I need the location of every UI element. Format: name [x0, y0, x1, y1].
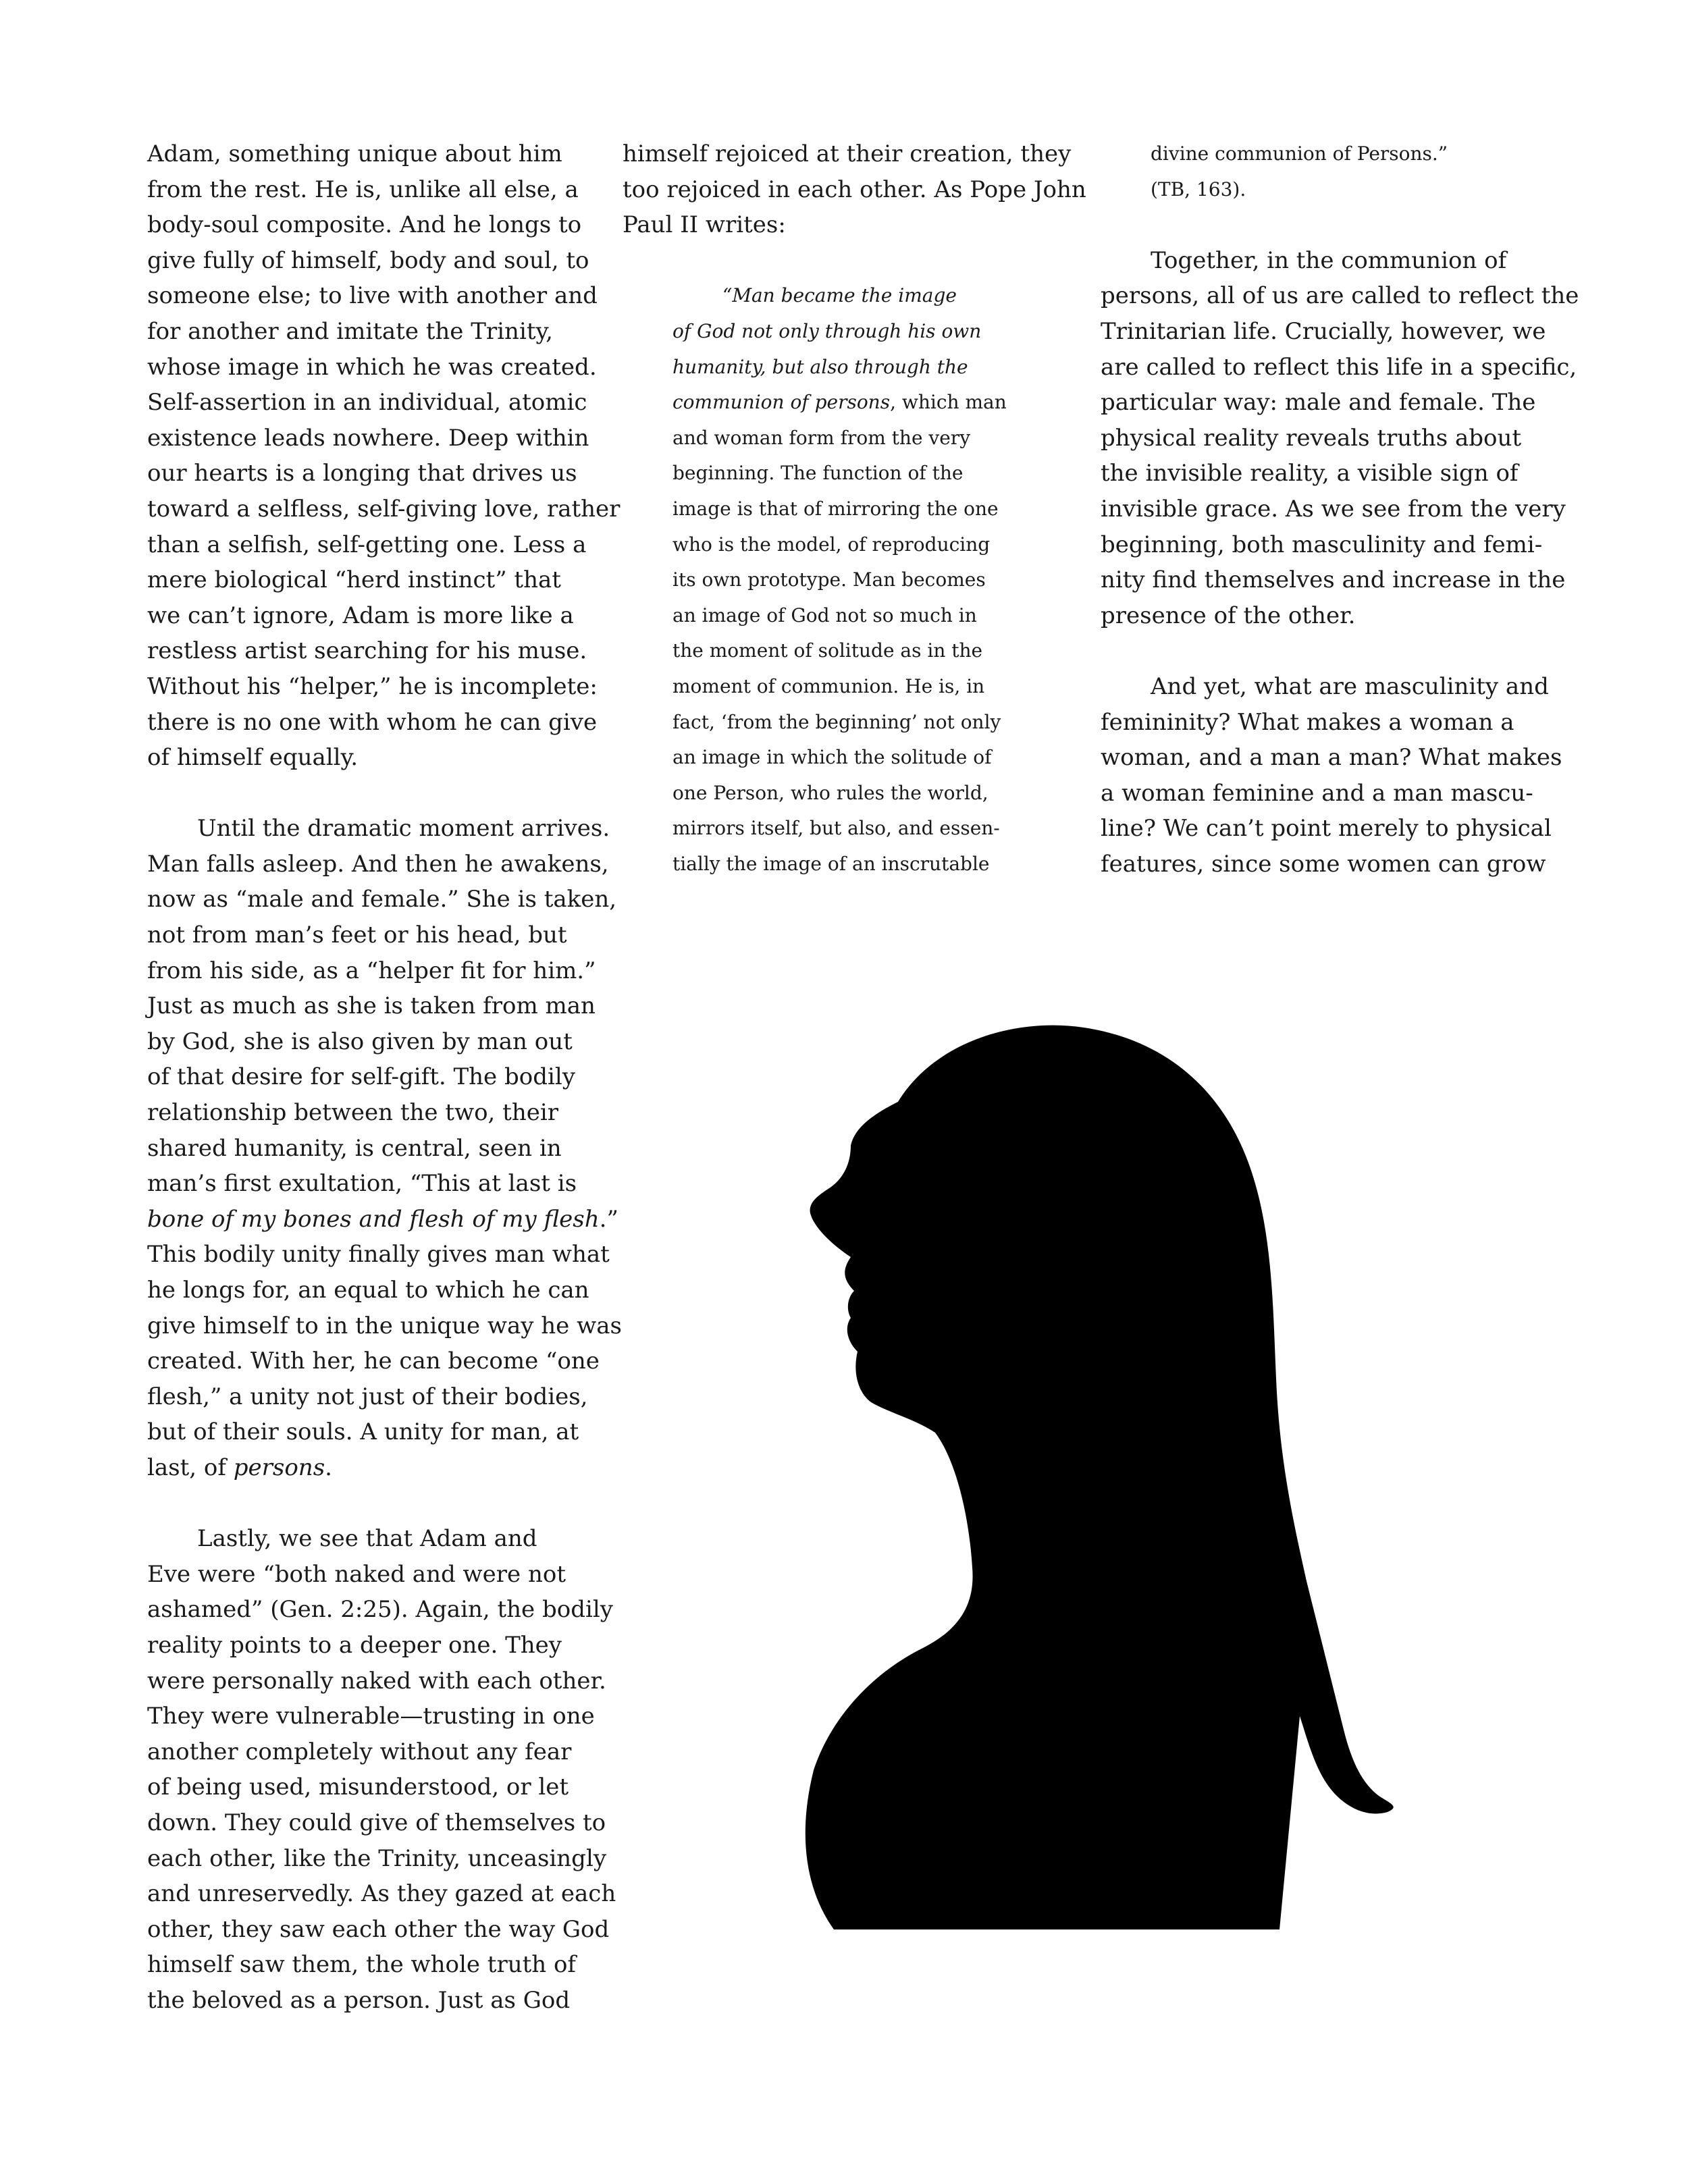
paragraph [147, 811, 617, 1202]
text-line: persons, all of us are called to reflect the [1101, 282, 1579, 310]
text-line: from his side, as a “helper fit for him.” [147, 957, 596, 984]
text-line: were personally naked with each other. [147, 1667, 606, 1695]
text-line: femininity? What makes a woman a [1101, 708, 1514, 736]
text-line: our hearts is a longing that drives us [147, 460, 577, 487]
text-line: he longs for, an equal to which he can [147, 1277, 589, 1304]
text-line: the invisible reality, a visible sign of [1101, 460, 1519, 487]
text-line: the moment of solitude as in the [672, 639, 983, 662]
text-line: an image of God not so much in [672, 604, 977, 627]
text-line: divine communion of Persons.” [1151, 142, 1448, 165]
paragraph [1101, 669, 1566, 882]
text-line: Together, in the communion of [1151, 246, 1507, 274]
text-line: other, they saw each other the way God [147, 1915, 610, 1943]
text-line: They were vulnerable—trusting in one [147, 1703, 595, 1730]
text-line: shared humanity, is central, seen in [147, 1134, 562, 1162]
text-line: Just as much as she is taken from man [147, 992, 596, 1020]
text-line: relationship between the two, their [147, 1099, 558, 1127]
text-line: Trinitarian life. Crucially, however, we [1101, 317, 1546, 345]
text-line: body-soul composite. And he longs to [147, 211, 582, 239]
text-line: the beloved as a person. Just as God [147, 1986, 571, 2014]
text-line: Adam, something unique about him [147, 140, 562, 167]
text-line: nity find themselves and increase in the [1101, 566, 1566, 594]
text-line: Until the dramatic moment arrives. [197, 815, 610, 843]
text-line: a woman feminine and a man mascu- [1101, 779, 1533, 807]
text-line: flesh,” a unity not just of their bodies, [147, 1383, 588, 1410]
text-line: beginning. The function of the [672, 462, 964, 485]
text-column-2 [623, 136, 1095, 882]
text-column-1 [147, 136, 622, 2018]
text-line: himself saw them, the whole truth of [147, 1951, 577, 1979]
text-line: line? We can’t point merely to physical [1101, 815, 1552, 843]
text-line: Man falls asleep. And then he awakens, [147, 850, 609, 878]
text-line: And yet, what are masculinity and [1151, 672, 1549, 700]
text-line: Self-assertion in an individual, atomic [147, 389, 587, 417]
paragraph [1101, 243, 1579, 634]
text-line: invisible grace. As we see from the very [1101, 495, 1566, 523]
paragraph [147, 1237, 622, 1450]
text-line: particular way: male and female. The [1101, 389, 1536, 417]
text-line: features, since some women can grow [1101, 850, 1546, 878]
text-line: physical reality reveals truths about [1101, 424, 1522, 452]
text-line: “Man became the image [722, 284, 957, 307]
text-line: moment of communion. He is, in [672, 674, 985, 697]
text-line: beginning, both masculinity and femi- [1101, 531, 1543, 558]
text-line: restless artist searching for his muse. [147, 637, 587, 665]
paragraph [623, 136, 1095, 243]
text-line: for another and imitate the Trinity, [147, 317, 553, 345]
text-line: mirrors itself, but also, and essen- [672, 817, 1000, 840]
text-line: presence of the other. [1101, 602, 1356, 629]
text-line: of himself equally. [147, 744, 359, 772]
woman-silhouette-icon [733, 987, 1423, 1929]
text-line: and unreservedly. As they gazed at each [147, 1880, 616, 1908]
text-line: we can’t ignore, Adam is more like a [147, 602, 574, 629]
text-line: each other, like the Trinity, unceasingly [147, 1844, 607, 1872]
block-quote-tail [1101, 136, 1566, 207]
text-line: someone else; to live with another and [147, 282, 598, 310]
text-line: are called to reflect this life in a specific, [1101, 353, 1577, 381]
text-line: toward a selfless, self-giving love, rather [147, 495, 621, 523]
paragraph [147, 1521, 616, 2018]
text-line: This bodily unity finally gives man what [147, 1241, 610, 1269]
text-line: than a selfish, self-getting one. Less a [147, 531, 587, 558]
text-line: himself rejoiced at their creation, they [623, 140, 1072, 167]
text-line: of that desire for self-gift. The bodily [147, 1063, 575, 1091]
text-line: give himself to in the unique way he was [147, 1312, 622, 1339]
text-line: give fully of himself, body and soul, to [147, 246, 589, 274]
text-line: Without his “helper,” he is incomplete: [147, 672, 598, 700]
text-line: last, of persons. [147, 1454, 332, 1481]
text-line: bone of my bones and flesh of my flesh.” [147, 1205, 618, 1233]
text-line: of being used, misunderstood, or let [147, 1774, 569, 1801]
text-line: ashamed” (Gen. 2:25). Again, the bodily [147, 1596, 613, 1624]
text-line: mere biological “herd instinct” that [147, 566, 561, 594]
text-line: Eve were “both naked and were not [147, 1560, 566, 1588]
text-line: too rejoiced in each other. As Pope John [623, 176, 1086, 203]
block-quote [623, 278, 1095, 882]
text-line: reality points to a deeper one. They [147, 1631, 562, 1659]
text-line: there is no one with whom he can give [147, 708, 598, 736]
text-line: whose image in which he was created. [147, 353, 597, 381]
text-line: (TB, 163). [1151, 178, 1246, 201]
text-line: another completely without any fear [147, 1738, 572, 1765]
text-line: image is that of mirroring the one [672, 497, 999, 520]
text-line: one Person, who rules the world, [672, 781, 988, 804]
paragraph [147, 136, 621, 776]
text-line: not from man’s feet or his head, but [147, 922, 567, 949]
text-line: now as “male and female.” She is taken, [147, 886, 617, 913]
text-line: created. With her, he can become “one [147, 1348, 600, 1375]
text-line: communion of persons, which man [672, 391, 1007, 414]
text-line: woman, and a man a man? What makes [1101, 744, 1562, 772]
text-line: Lastly, we see that Adam and [197, 1525, 537, 1553]
text-line: by God, she is also given by man out [147, 1028, 573, 1055]
text-line: Paul II writes: [623, 211, 786, 239]
text-line: but of their souls. A unity for man, at [147, 1418, 579, 1446]
text-line: tially the image of an inscrutable [672, 852, 990, 875]
text-line: its own prototype. Man becomes [672, 568, 986, 591]
text-line: and woman form from the very [672, 426, 971, 449]
text-line: existence leads nowhere. Deep within [147, 424, 589, 452]
text-line: of God not only through his own [672, 319, 982, 342]
text-line: down. They could give of themselves to [147, 1809, 606, 1836]
text-line: an image in which the solitude of [672, 746, 992, 769]
text-line: from the rest. He is, unlike all else, a [147, 176, 579, 203]
text-line: man’s first exultation, “This at last is [147, 1170, 577, 1198]
text-line: humanity, but also through the [672, 355, 968, 378]
text-line: who is the model, of reproducing [672, 533, 991, 556]
text-column-3 [1101, 136, 1579, 882]
text-line: fact, ‘from the beginning’ not only [672, 710, 1001, 733]
